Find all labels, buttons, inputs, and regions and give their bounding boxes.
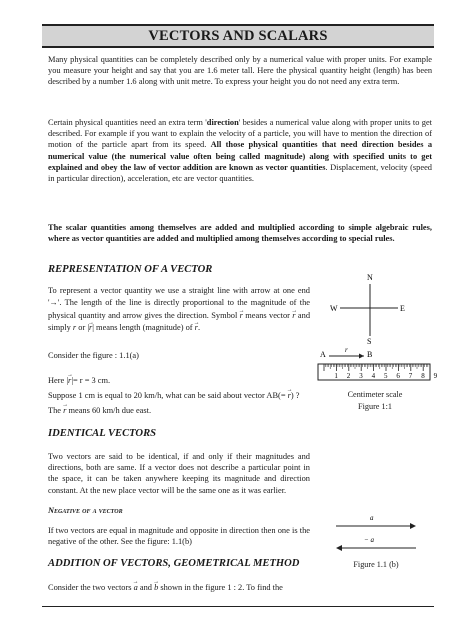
rep-text-b: '. The length of the line is directly proportional to the magnitude of the physical quantity and arrow gives the direction. Symbol [48,298,310,320]
ruler-tick-label: 4 [371,372,376,380]
means-text [48,405,151,416]
vector-neg-a-arrowhead [336,545,342,551]
ruler-tick-label: 9 [433,372,438,380]
rep-text-a: To represent a vector quantity we use a straight line with arrow at one end ' [48,286,310,308]
p2-text-c: ' besides a numerical value along with proper units to get described. For example if you want to explain the velocity of a particle, you will have to mention the direction of motion of the particle apart from its speed. [48,118,433,150]
here-a: Here | [48,376,69,385]
ruler-tick-label: 3 [359,372,363,380]
compass-west: W [330,304,338,313]
representation-paragraph [48,285,310,334]
vector-symbol: → r [63,406,66,415]
rep-text-c: means vector [242,310,293,320]
vector-a-arrowhead [410,523,416,529]
vector-symbol: → r [195,323,198,332]
compass-north: N [367,273,373,282]
intro-paragraph-1: Many physical quantities can be completely described only by a numerical value with proper units. For example you measure your height and say that you are 1.6 meter tall. Here the physical quantity height (length) has been described by a number 1.6 along with unit metre. To express your height you do not need any extra term. [48,55,432,87]
ruler-tick-label: 5 [384,372,388,380]
point-b-label: B [367,350,373,359]
rep-text-e: or | [76,322,90,332]
the-b: means 60 km/h due east. [66,406,152,415]
heading-addition-of-vectors: ADDITION OF VECTORS, GEOMETRICAL METHOD [48,558,300,569]
suppose-a: Suppose 1 cm is equal to 20 km/h, what can be said about vector AB(= [48,391,288,400]
add-text-c: shown in the figure 1 : 2. To find the [158,583,283,592]
negative-paragraph: If two vectors are equal in magnitude and opposite in direction then one is the negative of the other. See the figure: 1.1(b) [48,526,310,547]
intro-paragraph-2 [48,117,432,184]
identical-paragraph: Two vectors are said to be identical, if and only if their magnitudes and directions, both are same. If a vector does not describe a particular point in the space, it can be taken anywhere keeping its magnitude and direction constant. At the new place vector will be the same one as it was earlier. [48,452,310,495]
the-a: The [48,406,64,415]
add-text-a: Consider the two vectors [48,583,134,592]
addition-paragraph [48,582,283,593]
point-a-label: A [320,350,326,359]
vector-symbol: → a [134,583,138,592]
heading-representation: REPRESENTATION OF A VECTOR [48,264,213,275]
p2-direction-term: direction [206,118,239,127]
ruler-tick-label: 1 [334,372,338,380]
rep-text-g: . [197,322,201,332]
vector-symbol: → r [89,323,92,332]
suppose-b: ) ? [290,391,300,400]
ruler-tick-label: 6 [396,372,400,380]
ruler-tick-label: 8 [421,372,425,380]
p2-text-a: Certain physical quantities need an extra term ' [48,118,207,127]
vector-ab-arrowhead [359,354,364,359]
compass-figure [330,272,420,344]
vector-r-label: r [345,346,348,354]
vector-symbol: → r [288,391,291,400]
p2-text-e: . Displacement, velocity (speed in particular direction), acceleration, etc are vector quantities. [48,162,432,184]
vector-symbol: → b [154,583,158,592]
arrow-glyph: → [49,298,58,308]
compass-east: E [400,304,405,313]
vector-neg-a-label: − a [364,536,374,544]
rep-text-d: and simply [48,310,311,332]
heading-identical-vectors: IDENTICAL VECTORS [48,428,157,439]
scalar-symbol: r [72,322,77,332]
ruler-tick-label: 7 [408,372,413,380]
vector-a-label: a [370,514,374,522]
heading-negative-vector: Negative of a vector [48,506,123,515]
vector-symbol: → r [68,376,71,385]
compass-south: S [367,337,372,346]
rep-text-f: | means length (magnitude) of [92,322,195,332]
here-b: |= r = 3 cm. [71,376,111,385]
add-text-b: and [137,583,155,592]
figure-1-1b-caption: Figure 1.1 (b) [353,560,399,569]
p2-definition: All those physical quantities that need direction besides a numerical value (the numerical value often being called magnitude) along with specified units to get explained and obey the law of vector addition are known as vector quantities [48,140,433,172]
scale-caption: Centimeter scale [347,390,403,399]
consider-figure-text: Consider the figure : 1.1(a) [48,351,139,360]
bottom-rule [42,606,434,607]
figure-1-1-caption: Figure 1:1 [358,402,392,411]
figure-1-1b [326,512,426,556]
intro-paragraph-3: The scalar quantities among themselves are added and multiplied according to simple algebraic rules, where as vector quantities are added and multiplied among themselves according to special rules. [48,223,432,244]
suppose-text [48,390,300,401]
vector-symbol: → r [292,311,295,320]
scale-figure [314,344,438,390]
page-title: VECTORS AND SCALARS [148,27,328,44]
vector-symbol: → r [240,311,243,320]
ruler-tick-label: 2 [346,372,351,380]
here-text [48,375,110,386]
title-bar [42,24,434,48]
